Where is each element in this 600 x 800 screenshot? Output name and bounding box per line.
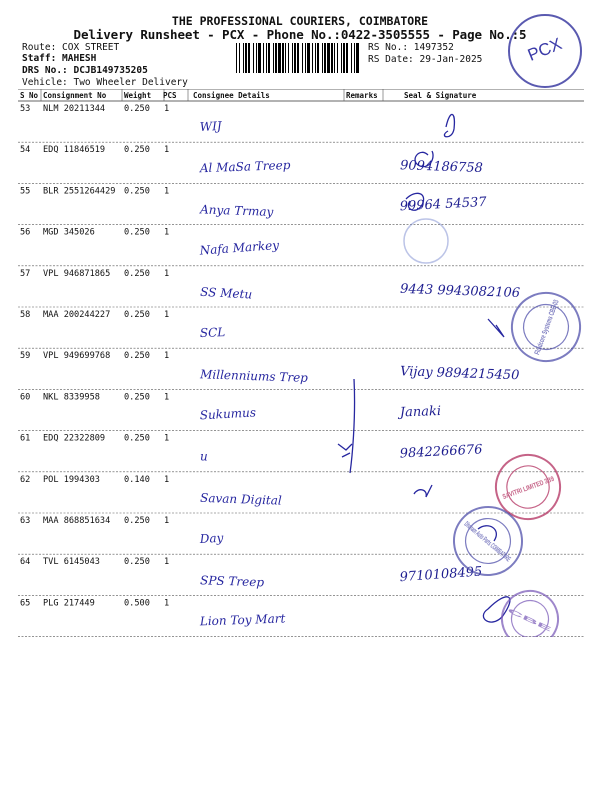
barcode-bar [275, 43, 277, 73]
faint-stamp-circle [404, 219, 448, 263]
barcode-bar [337, 43, 338, 73]
cell-consignment: NLM 20211344 [43, 104, 106, 114]
cell-sno: 62 [20, 474, 31, 485]
barcode-bar [322, 43, 323, 73]
barcode-bar [239, 43, 240, 73]
cell-signature: 9094186758 [399, 158, 484, 177]
cell-weight: 0.250 [124, 557, 150, 568]
barcode-bar [288, 43, 289, 73]
barcode-bar [248, 43, 250, 73]
cell-consignment: VPL 949699768 [43, 351, 111, 362]
cell-signature: 99964 54537 [399, 194, 487, 215]
column-header: PCS [163, 91, 177, 100]
cell-consignment: EDQ 11846519 [43, 145, 106, 156]
cell-pcs: 1 [164, 227, 170, 238]
stamp-text: Fluidcore Systems CBE-03 [532, 263, 574, 356]
cell-weight: 0.500 [124, 598, 150, 609]
cell-weight: 0.250 [124, 351, 150, 362]
cell-signature: Vijay 9894215450 [399, 364, 520, 384]
cell-sno: 61 [20, 433, 31, 444]
signature-scribble [488, 319, 504, 337]
barcode-bar [341, 43, 342, 73]
cell-pcs: 1 [164, 268, 170, 279]
cell-sno: 64 [20, 557, 31, 568]
stamp-outer-ring [493, 582, 567, 637]
cell-weight: 0.140 [124, 474, 150, 485]
barcode-bar [356, 43, 359, 73]
barcode-bar [243, 43, 244, 73]
cell-consignee: Millenniums Trep [199, 367, 309, 385]
barcode-bar [294, 43, 296, 73]
cell-signature: 9443 9943082106 [399, 281, 521, 301]
barcode-bar [331, 43, 333, 73]
cell-weight: 0.250 [124, 392, 150, 403]
cell-consignment: MGD 345026 [43, 227, 95, 238]
barcode-bar [297, 43, 299, 73]
barcode-bar [256, 43, 257, 73]
cell-sno: 59 [20, 351, 31, 362]
cell-consignment: MAA 868851634 [43, 516, 111, 526]
rubber-stamp [487, 446, 572, 528]
barcode-bar [273, 43, 274, 73]
cell-consignee: Nafa Markey [199, 238, 280, 258]
table-row [20, 351, 520, 385]
cell-consignee: SCL [199, 325, 226, 340]
stamp-text: Dhanam Auto Parts COIMBATORE [462, 519, 562, 605]
barcode-bar [327, 43, 330, 73]
vehicle-label: Vehicle: Two Wheeler Delivery [22, 77, 188, 88]
cell-consignment: PLG 217449 [43, 598, 95, 609]
rs-number: RS No.: 1497352 [368, 42, 454, 53]
cell-consignee: SS Metu [199, 284, 253, 302]
column-header: Seal & Signature [404, 91, 477, 100]
company-name: THE PROFESSIONAL COURIERS, COIMBATORE [171, 14, 429, 28]
cell-consignee: Al MaSa Treep [199, 158, 291, 176]
column-header: Consignee Details [193, 91, 270, 100]
runsheet-table [18, 89, 584, 637]
cell-signature: 9842266676 [399, 442, 483, 462]
cell-pcs: 1 [164, 598, 170, 609]
pcx-stamp [508, 14, 582, 88]
cell-consignment: MAA 200244227 [43, 310, 111, 320]
cell-weight: 0.250 [124, 227, 150, 238]
stamp-text: CBE [506, 607, 522, 619]
barcode-bar [302, 43, 303, 73]
barcode-bar [282, 43, 284, 73]
barcode-bar [285, 43, 286, 73]
cell-pcs: 1 [164, 104, 170, 114]
table-row [20, 434, 483, 464]
cell-pcs: 1 [164, 310, 170, 320]
cell-sno: 65 [20, 598, 31, 609]
cell-sno: 60 [20, 392, 31, 403]
barcode [236, 43, 362, 73]
column-header: Remarks [346, 91, 378, 100]
barcode-bar [343, 43, 345, 73]
barcode-bar [346, 43, 348, 73]
barcode-bar [354, 43, 355, 73]
cell-weight: 0.250 [124, 186, 150, 197]
signature-scribble [444, 114, 454, 136]
signature-scribble [414, 485, 432, 497]
table-row [20, 516, 224, 546]
table-row [20, 392, 441, 422]
pcx-stamp-text: PCX [525, 34, 565, 65]
barcode-bar [266, 43, 267, 73]
table-row [20, 104, 223, 134]
barcode-bar [253, 43, 254, 73]
column-header: S No [20, 91, 39, 100]
barcode-bar [307, 43, 310, 73]
cell-sno: 63 [20, 516, 31, 526]
cell-pcs: 1 [164, 433, 170, 444]
barcode-bar [268, 43, 270, 73]
cell-sno: 56 [20, 227, 31, 238]
cell-weight: 0.250 [124, 310, 150, 320]
table-row [20, 557, 483, 589]
cell-sno: 58 [20, 310, 31, 320]
signature-scribble [350, 379, 355, 473]
cell-sno: 54 [20, 145, 31, 156]
table-row [20, 598, 286, 628]
column-header: Weight [124, 91, 152, 100]
cell-consignee: Lion Toy Mart [199, 611, 286, 629]
cell-sno: 57 [20, 268, 31, 279]
barcode-bar [312, 43, 313, 73]
cell-weight: 0.250 [124, 433, 150, 444]
drs-number: DRS No.: DCJB149735205 [22, 65, 148, 76]
table-row [20, 228, 280, 258]
barcode-bar [263, 43, 264, 73]
cell-consignee: WIJ [199, 118, 223, 134]
table-row [20, 475, 282, 508]
cell-pcs: 1 [164, 516, 170, 526]
cell-consignment: VPL 946871865 [43, 268, 111, 279]
staff-label: Staff: MAHESH [22, 53, 97, 64]
cell-consignee: u [200, 449, 208, 464]
table-row [20, 310, 225, 340]
table-row [20, 145, 483, 176]
cell-consignee: Savan Digital [199, 490, 282, 508]
cell-pcs: 1 [164, 474, 170, 485]
cell-weight: 0.250 [124, 268, 150, 279]
table-header [20, 91, 477, 100]
column-header: Consignment No [43, 91, 107, 100]
cell-pcs: 1 [164, 392, 170, 403]
cell-signature: 9710108495 [399, 564, 483, 586]
cell-pcs: 1 [164, 351, 170, 362]
cell-consignment: EDQ 22322809 [43, 433, 106, 444]
cell-consignment: TVL 6145043 [43, 557, 100, 568]
barcode-bar [236, 43, 237, 73]
cell-pcs: 1 [164, 145, 170, 156]
cell-consignment: NKL 8339958 [43, 392, 100, 403]
barcode-bar [351, 43, 352, 73]
cell-pcs: 1 [164, 557, 170, 568]
barcode-bar [334, 43, 335, 73]
cell-consignee: Day [199, 530, 224, 546]
cell-weight: 0.250 [124, 104, 150, 114]
signature-scribble [483, 597, 510, 622]
cell-weight: 0.250 [124, 145, 150, 156]
barcode-bar [258, 43, 261, 73]
cell-pcs: 1 [164, 186, 170, 197]
cell-consignee: Sukumus [199, 405, 257, 423]
cell-consignee: Anya Trmay [199, 202, 274, 219]
barcode-bar [317, 43, 319, 73]
cell-consignee: SPS Treep [199, 573, 265, 590]
cell-weight: 0.250 [124, 516, 150, 526]
rubber-stamp [493, 582, 567, 637]
barcode-bar [315, 43, 316, 73]
table-row [20, 186, 488, 219]
barcode-bar [292, 43, 293, 73]
cell-consignment: BLR 2551264429 [43, 186, 116, 197]
barcode-bar [278, 43, 281, 73]
signature-scribble [338, 444, 352, 457]
cell-consignment: POL 1994303 [43, 474, 100, 485]
rs-date: RS Date: 29-Jan-2025 [368, 54, 483, 65]
cell-sno: 55 [20, 186, 31, 197]
barcode-bar [305, 43, 306, 73]
stamp-text: SAVITRI LIMITED 3B9 [501, 469, 572, 502]
barcode-bar [245, 43, 247, 73]
route-label: Route: COX STREET [22, 42, 120, 53]
barcode-bar [324, 43, 326, 73]
table-row [20, 269, 520, 302]
cell-signature: Janaki [399, 403, 442, 421]
cell-sno: 53 [20, 104, 31, 114]
runsheet-title: Delivery Runsheet - PCX - Phone No.:0422-3505555 - Page No.:5 [73, 27, 527, 42]
